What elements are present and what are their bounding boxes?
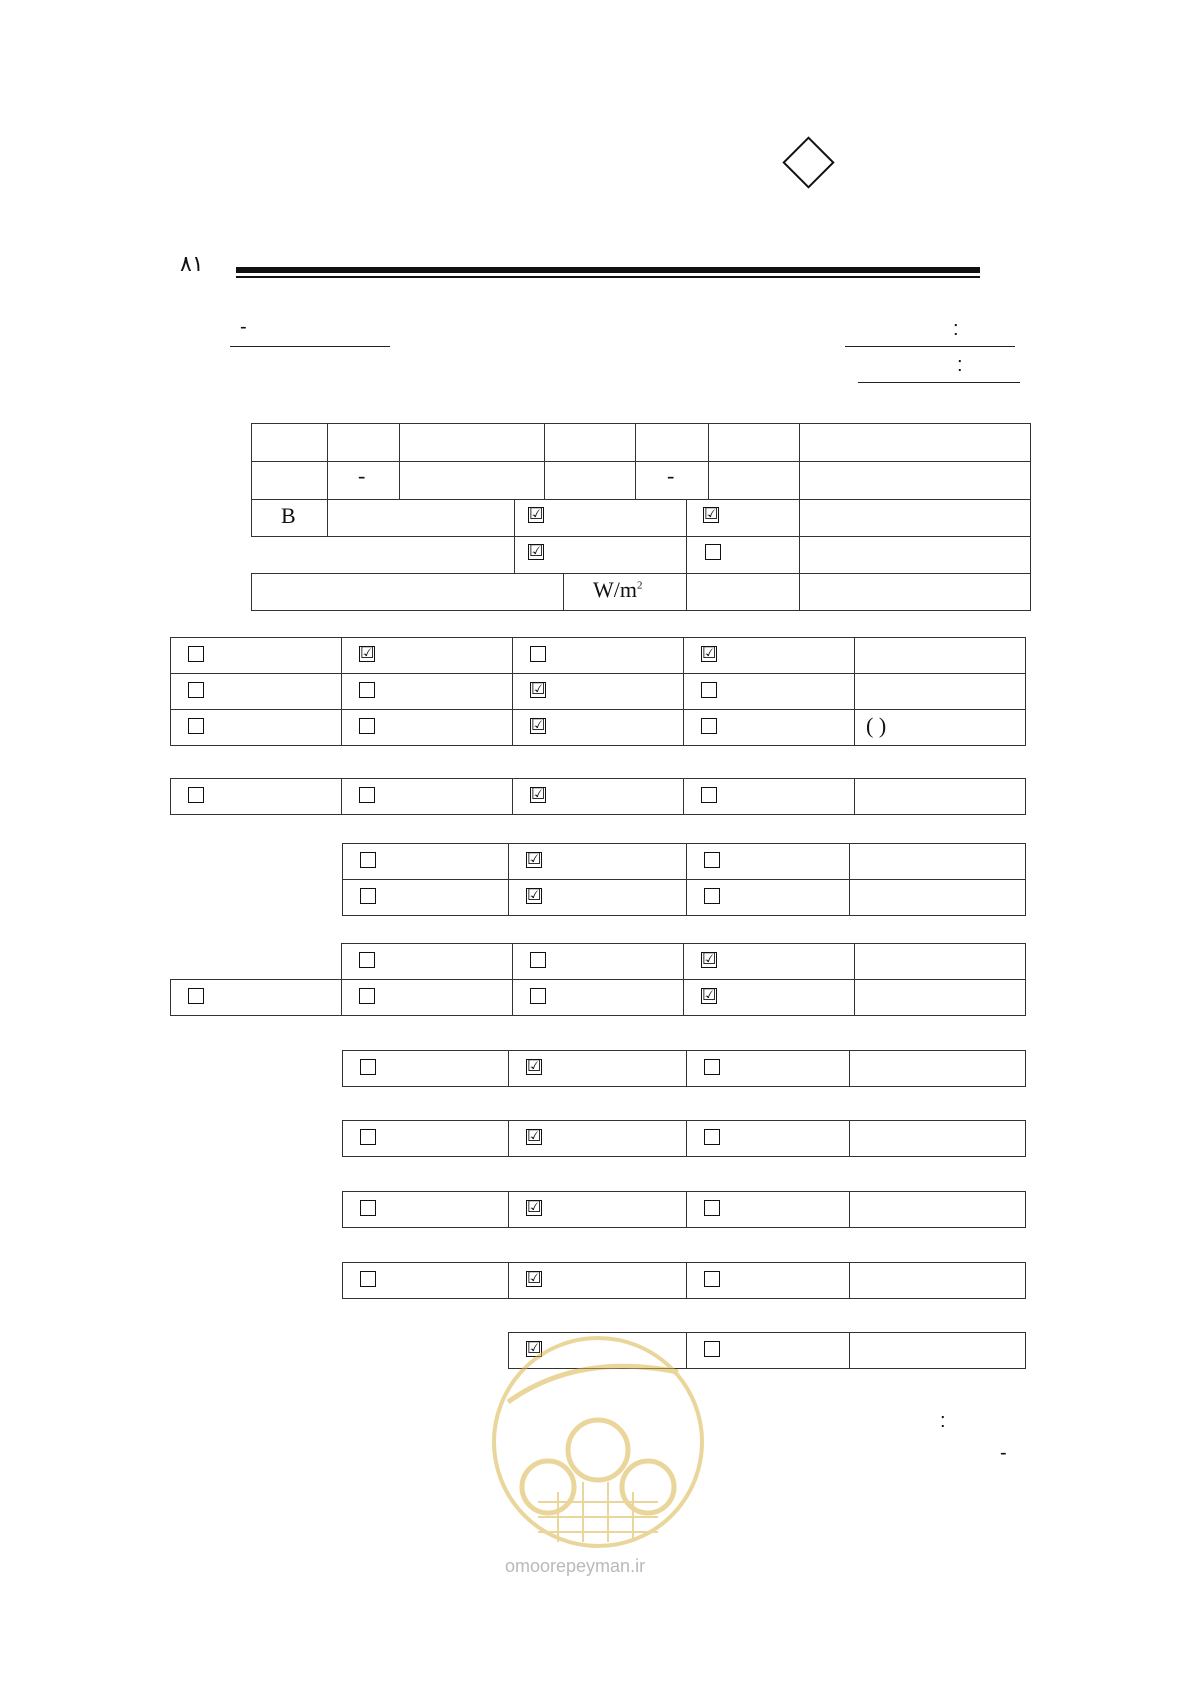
grid-cell bbox=[849, 843, 1026, 880]
header-rule-thin bbox=[236, 276, 980, 278]
diamond-icon bbox=[782, 136, 834, 188]
colon-1: : bbox=[953, 318, 959, 340]
checkbox-empty[interactable] bbox=[359, 952, 375, 968]
info-cell bbox=[799, 423, 1031, 462]
label-b: B bbox=[281, 503, 296, 528]
checkbox-checked[interactable]: ☑ bbox=[531, 784, 546, 803]
checkbox-empty[interactable] bbox=[360, 852, 376, 868]
checkbox-empty[interactable] bbox=[360, 1129, 376, 1145]
info-cell bbox=[799, 461, 1031, 500]
footer-dash: - bbox=[1000, 1442, 1007, 1464]
checkbox-checked[interactable]: ☑ bbox=[702, 949, 717, 968]
checkbox-empty[interactable] bbox=[530, 646, 546, 662]
checkbox-empty[interactable] bbox=[360, 1059, 376, 1075]
checkbox-empty[interactable] bbox=[188, 787, 204, 803]
unit-text: W/m bbox=[593, 577, 637, 602]
checkbox-checked[interactable]: ☑ bbox=[531, 715, 546, 734]
info-cell bbox=[799, 499, 1031, 537]
checkbox-empty[interactable] bbox=[359, 988, 375, 1004]
info-cell bbox=[399, 423, 545, 462]
unit-label bbox=[593, 577, 643, 603]
info-cell bbox=[251, 461, 328, 500]
info-cell bbox=[708, 461, 800, 500]
info-cell bbox=[635, 423, 709, 462]
checkbox-empty[interactable] bbox=[701, 787, 717, 803]
checkbox-checked[interactable]: ☑ bbox=[702, 643, 717, 662]
checkbox-empty[interactable] bbox=[360, 888, 376, 904]
grid-cell bbox=[849, 1120, 1026, 1157]
checkbox-empty[interactable] bbox=[359, 718, 375, 734]
footer-colon: : bbox=[940, 1410, 946, 1432]
checkbox-empty[interactable] bbox=[359, 682, 375, 698]
paren-label: ( ) bbox=[866, 713, 887, 738]
checkbox-checked[interactable]: ☑ bbox=[531, 679, 546, 698]
checkbox-empty[interactable] bbox=[701, 682, 717, 698]
checkbox-empty[interactable] bbox=[701, 718, 717, 734]
grid-cell bbox=[849, 1191, 1026, 1228]
checkbox-empty[interactable] bbox=[705, 544, 721, 560]
left-dash: - bbox=[240, 316, 247, 338]
info-cell bbox=[799, 536, 1031, 574]
checkbox[interactable]: ☑ bbox=[529, 541, 544, 560]
left-field-line bbox=[230, 346, 390, 347]
grid-cell bbox=[854, 979, 1026, 1016]
checkbox-checked[interactable]: ☑ bbox=[527, 1268, 542, 1287]
checkbox-empty[interactable] bbox=[188, 682, 204, 698]
grid-cell bbox=[849, 1262, 1026, 1299]
checkbox-empty[interactable] bbox=[530, 952, 546, 968]
info-cell bbox=[708, 423, 800, 462]
grid-cell bbox=[849, 1050, 1026, 1087]
info-cell bbox=[799, 573, 1031, 611]
checkbox-empty[interactable] bbox=[188, 646, 204, 662]
info-cell bbox=[399, 461, 545, 500]
info-cell bbox=[251, 573, 564, 611]
omoorepeyman-seal-logo bbox=[488, 1332, 708, 1552]
info-cell bbox=[544, 423, 636, 462]
grid-cell bbox=[854, 637, 1026, 674]
checkbox-empty[interactable] bbox=[188, 988, 204, 1004]
checkbox-checked[interactable]: ☑ bbox=[527, 849, 542, 868]
info-cell bbox=[251, 423, 328, 462]
colon-2: : bbox=[957, 354, 963, 376]
grid-cell bbox=[849, 879, 1026, 916]
checkbox-checked[interactable]: ☑ bbox=[527, 1126, 542, 1145]
watermark-site: omoorepeyman.ir bbox=[505, 1556, 646, 1576]
checkbox-empty[interactable] bbox=[704, 1129, 720, 1145]
grid-cell bbox=[849, 1332, 1026, 1369]
page-number: ۸۱ bbox=[180, 252, 204, 277]
dash-a: - bbox=[358, 463, 366, 488]
checkbox-empty[interactable] bbox=[704, 1271, 720, 1287]
info-cell bbox=[686, 536, 800, 574]
checkbox-empty[interactable] bbox=[704, 888, 720, 904]
info-cell bbox=[327, 499, 515, 537]
checkbox-empty[interactable] bbox=[188, 718, 204, 734]
grid-cell bbox=[854, 943, 1026, 980]
dash-b: - bbox=[667, 463, 675, 488]
checkbox-empty[interactable] bbox=[360, 1271, 376, 1287]
checkbox-empty[interactable] bbox=[360, 1200, 376, 1216]
field-line-1 bbox=[845, 346, 1015, 347]
checkbox-checked[interactable]: ☑ bbox=[527, 1338, 542, 1357]
grid-cell bbox=[854, 673, 1026, 710]
checkbox-empty[interactable] bbox=[704, 852, 720, 868]
checkbox-checked[interactable]: ☑ bbox=[702, 985, 717, 1004]
checkbox[interactable]: ☑ bbox=[704, 504, 719, 523]
checkbox-empty[interactable] bbox=[359, 787, 375, 803]
info-cell bbox=[327, 423, 400, 462]
checkbox-checked[interactable]: ☑ bbox=[527, 885, 542, 904]
unit-sup: 2 bbox=[637, 579, 643, 592]
checkbox-checked[interactable]: ☑ bbox=[527, 1197, 542, 1216]
checkbox-empty[interactable] bbox=[704, 1059, 720, 1075]
field-line-2 bbox=[858, 382, 1020, 383]
info-cell bbox=[544, 461, 636, 500]
grid-cell bbox=[854, 778, 1026, 815]
checkbox-checked[interactable]: ☑ bbox=[360, 643, 375, 662]
checkbox[interactable]: ☑ bbox=[529, 504, 544, 523]
checkbox-empty[interactable] bbox=[530, 988, 546, 1004]
info-cell bbox=[686, 573, 800, 611]
checkbox-checked[interactable]: ☑ bbox=[527, 1056, 542, 1075]
header-rule bbox=[236, 267, 980, 273]
checkbox-empty[interactable] bbox=[704, 1200, 720, 1216]
